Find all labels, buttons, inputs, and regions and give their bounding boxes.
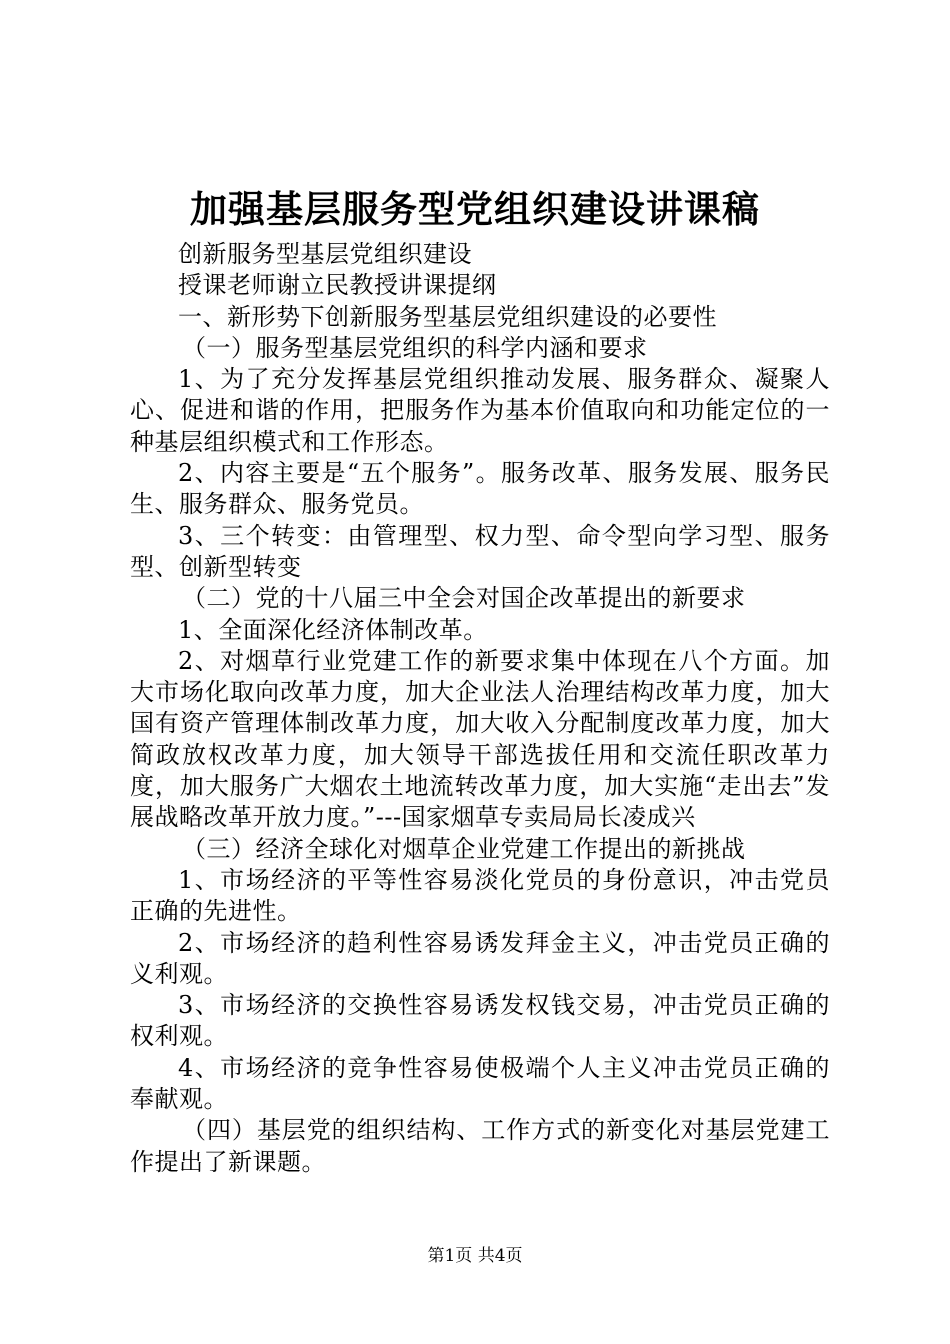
subsection-heading: （四）基层党的组织结构、工作方式的新变化对基层党建工作提出了新课题。 [130, 1116, 830, 1176]
paragraph: 1、全面深化经济体制改革。 [178, 615, 488, 644]
subsection-heading: （三）经济全球化对烟草企业党建工作提出的新挑战 [182, 834, 746, 863]
document-title: 加强基层服务型党组织建设讲课稿 [190, 187, 760, 231]
section-heading: 一、新形势下创新服务型基层党组织建设的必要性 [178, 302, 717, 331]
subsection-heading: （一）服务型基层党组织的科学内涵和要求 [182, 333, 648, 362]
paragraph: 创新服务型基层党组织建设 [178, 240, 472, 268]
paragraph: 2、对烟草行业党建工作的新要求集中体现在八个方面。加大市场化取向改革力度，加大企业法人治理结构改革力度，加大国有资产管理体制改革力度，加大收入分配制度改革力度，加大简政放权改革力度，加大领导干部选拔任用和交流任职改革力度，加大服务广大烟农土地流转改革力度，加大实施“走出去”发展战略改革开放力度。”---国家烟草专卖局局长凌成兴 [130, 646, 830, 832]
paragraph: 2、市场经济的趋利性容易诱发拜金主义，冲击党员正确的义利观。 [130, 928, 830, 988]
paragraph: 3、市场经济的交换性容易诱发权钱交易，冲击党员正确的权利观。 [130, 991, 830, 1051]
subsection-heading: （二）党的十八届三中全会对国企改革提出的新要求 [182, 584, 746, 613]
paragraph: 2、内容主要是“五个服务”。服务改革、服务发展、服务民生、服务群众、服务党员。 [130, 459, 830, 519]
document-body [130, 239, 830, 1178]
paragraph: 授课老师谢立民教授讲课提纲 [178, 271, 497, 300]
page-footer: 第1页 共4页 [427, 1246, 523, 1266]
paragraph: 1、为了充分发挥基层党组织推动发展、服务群众、凝聚人心、促进和谐的作用，把服务作为基本价值取向和功能定位的一种基层组织模式和工作形态。 [130, 365, 830, 456]
paragraph: 1、市场经济的平等性容易淡化党员的身份意识，冲击党员正确的先进性。 [130, 865, 830, 926]
paragraph: 4、市场经济的竞争性容易使极端个人主义冲击党员正确的奉献观。 [130, 1053, 830, 1114]
paragraph: 3、三个转变：由管理型、权力型、命令型向学习型、服务型、创新型转变 [130, 521, 830, 581]
